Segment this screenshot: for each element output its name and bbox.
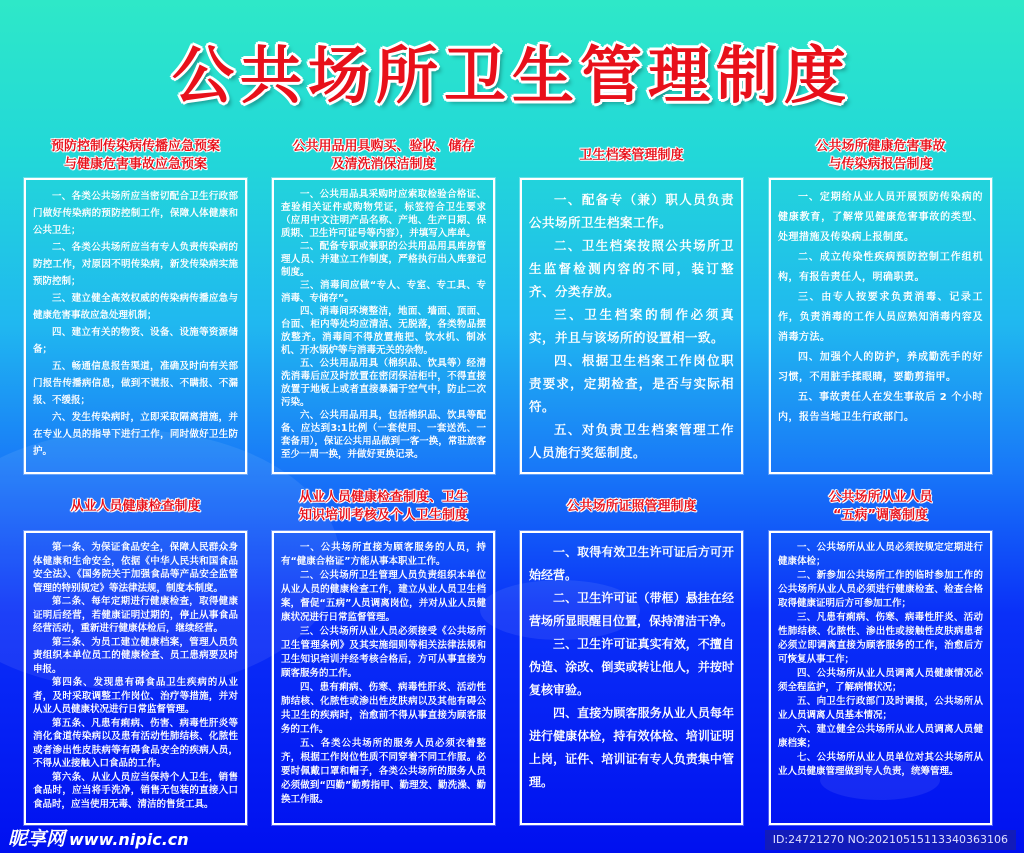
rule-paragraph: 第五条、凡患有痢病、伤害、病毒性肝炎等消化食道传染病以及患有活动性肺结核、化脓性或者渗出性皮肤病等有碍食品安全的疾病人员，不得从业接触入口食品的工作。 bbox=[33, 717, 238, 769]
panel-heading bbox=[758, 138, 1003, 174]
rule-paragraph: 五、各类公共场所的服务人员必须衣着整齐，根据工作岗位性质不同穿着不同工作服。必要时佩戴口罩和帽子，各类公共场所的服务人员必须做到“四勤”勤剪指甲、勤理发、勤洗澡、勤换工作服。 bbox=[281, 738, 486, 805]
rule-paragraph: 一、公共用品具采购时应索取检验合格证、查验相关证件或购物凭证，标签符合卫生要求（应用中文注明产品名称、产地、生产日期、保质期、卫生许可证号等内容），并填写入库单。 bbox=[281, 189, 486, 239]
panel-heading-line: 卫生档案管理制度 bbox=[579, 148, 684, 163]
rule-paragraph: 五、公共用品用具（棉织品、饮具等）经清洗消毒后应及时放置在密闭保洁柜中，不得直接放置于地板上或者直接暴漏于空气中，防止二次污染。 bbox=[281, 358, 486, 408]
rule-paragraph: 五、向卫生行政部门及时调报，公共场所从业人员调离人员基本情况； bbox=[778, 696, 983, 721]
rule-paragraph: 二、各类公共场所应当有专人负责传染病的防控工作，对原因不明传染病，新发传染病实施预防控制； bbox=[33, 242, 238, 287]
panel-heading-line: 预防控制传染病传播应急预案 bbox=[50, 139, 220, 154]
rule-paragraph: 六、发生传染病时，立即采取隔离措施，并在专业人员的指导下进行工作，同时做好卫生防护。 bbox=[33, 412, 238, 457]
rule-paragraph: 四、直接为顾客服务从业人员每年进行健康体检，持有效体检、培训证明上岗，证件、培训证有专人负责集中管理。 bbox=[529, 706, 734, 789]
watermark-logo bbox=[8, 828, 189, 851]
panel-heading bbox=[261, 489, 506, 525]
panel-body bbox=[769, 531, 992, 825]
rule-paragraph: 三、由专人按要求负责消毒、记录工作，负责消毒的工作人员应熟知消毒内容及消毒方法。 bbox=[778, 292, 983, 343]
rule-paragraph: 五、事故责任人在发生事故后 2 个小时内，报告当地卫生行政部门。 bbox=[778, 392, 983, 423]
panel-body bbox=[272, 531, 495, 825]
rule-paragraph: 二、卫生许可证（带框）悬挂在经营场所显眼醒目位置，保持清洁干净。 bbox=[529, 591, 734, 628]
page-title: 公共场所卫生管理制度 bbox=[171, 39, 852, 112]
rule-paragraph: 二、公共场所卫生管理人员负责组织本单位从业人员的健康检查工作，建立从业人员卫生档案，督促“五病”人员调离岗位，并对从业人员健康状况进行日常监督管理。 bbox=[281, 570, 486, 623]
rule-paragraph: 一、定期给从业人员开展预防传染病的健康教育，了解常见健康危害事故的类型、处理措施及传染病上报制度。 bbox=[778, 192, 983, 243]
rule-paragraph: 六、公共用品用具，包括棉织品、饮具等配备、应达到3:1比例（一套使用、一套送洗、一套备用），保证公共用品做到一客一换，常驻旅客至少一周一换，并做好更换记录。 bbox=[281, 410, 486, 460]
panel-heading bbox=[13, 498, 258, 516]
panel-body bbox=[24, 178, 247, 474]
rule-paragraph: 二、成立传染性疾病预防控制工作组机构，有报告责任人，明确职责。 bbox=[778, 252, 983, 283]
panel-body bbox=[24, 531, 247, 825]
panel-body bbox=[769, 178, 992, 474]
panel-heading-line: 公共场所证照管理制度 bbox=[566, 499, 697, 514]
rule-paragraph: 四、加强个人的防护，养成勤洗手的好习惯，不用脏手揉眼睛，要勤剪指甲。 bbox=[778, 352, 983, 383]
rule-paragraph: 第二条、每年定期进行健康检查，取得健康证明后经营，若健康证明过期的，停止从事食品经营活动，重新进行健康体检后，继续经营。 bbox=[33, 596, 238, 634]
rule-paragraph: 五、对负责卫生档案管理工作人员施行奖惩制度。 bbox=[529, 422, 734, 460]
panel-heading-line: 从业人员健康检查制度 bbox=[70, 499, 201, 514]
rule-paragraph: 一、取得有效卫生许可证后方可开始经营。 bbox=[529, 545, 734, 582]
panel-heading bbox=[13, 138, 258, 174]
panel-heading-line: 从业人员健康检查制度、卫生 bbox=[298, 490, 468, 505]
rule-paragraph: 七、公共场所从业人员单位对其公共场所从业人员健康管理做到专人负责，统筹管理。 bbox=[778, 752, 983, 777]
rule-paragraph: 三、消毒间应做“专人、专室、专工具、专消毒、专储存”。 bbox=[281, 280, 486, 304]
panel-body bbox=[272, 178, 495, 474]
panel-heading-line: 公共场所从业人员 bbox=[828, 490, 933, 505]
logo-url: www.nipic.cn bbox=[69, 830, 189, 849]
rule-paragraph: 三、凡患有痢病、伤寒、病毒性肝炎、活动性肺结核、化脓性、渗出性或接触性皮肤病患者必须立即调离直接为顾客服务的工作，治愈后方可恢复从事工作； bbox=[778, 612, 983, 665]
rule-paragraph: 第三条、为员工建立健康档案，管理人员负责组织本单位员工的健康检查、员工患病要及时申报。 bbox=[33, 636, 238, 675]
rule-paragraph: 五、畅通信息报告渠道，准确及时向有关部门报告传播病信息，做到不谎报、不瞒报、不漏报、不缓报； bbox=[33, 361, 238, 406]
rule-paragraph: 二、卫生档案按照公共场所卫生监督检测内容的不同，装订整齐、分类存放。 bbox=[529, 238, 734, 299]
panel-heading-line: 与健康危害事故应急预案 bbox=[63, 157, 207, 172]
rule-paragraph: 二、配备专职或兼职的公共用品用具库房管理人员、并建立工作制度，严格执行出入库登记制度。 bbox=[281, 241, 486, 278]
panel-heading-line: 与传染病报告制度 bbox=[828, 157, 933, 172]
panel-heading-line: 公共用品用具购买、验收、储存 bbox=[292, 139, 475, 154]
panel-body bbox=[520, 178, 743, 474]
rule-paragraph: 四、患有痢病、伤寒、病毒性肝炎、活动性肺结核、化脓性或渗出性皮肤病以及其他有碍公共卫生的疾病时，治愈前不得从事直接为顾客服务的工作。 bbox=[281, 682, 486, 735]
rule-paragraph: 一、配备专（兼）职人员负责公共场所卫生档案工作。 bbox=[529, 192, 734, 230]
image-id-label: ID:24721270 NO:20210515113340363106 bbox=[765, 830, 1016, 850]
rule-paragraph: 六、建立健全公共场所从业人员调离人员健康档案； bbox=[778, 724, 983, 749]
panel-heading bbox=[758, 489, 1003, 525]
panel-heading-line: 公共场所健康危害事故 bbox=[815, 139, 946, 154]
rule-paragraph: 四、建立有关的物资、设备、设施等资源储备； bbox=[33, 327, 238, 355]
rule-paragraph: 四、消毒间环境整洁，地面、墙面、顶面、台面、柜内等处均应清洁、无脱落，各类物品摆放整齐。消毒间不得放置拖把、饮水机、制冰机、开水锅炉等与消毒无关的杂物。 bbox=[281, 306, 486, 356]
panel-heading bbox=[261, 138, 506, 174]
rule-paragraph: 三、公共场所从业人员必须接受《公共场所卫生管理条例》及其实施细则等相关法律法规和卫生知识培训并经考核合格后，方可从事直接为顾客服务的工作。 bbox=[281, 626, 486, 679]
rule-paragraph: 一、公共场所从业人员必须按规定定期进行健康体检； bbox=[778, 542, 983, 567]
rule-paragraph: 三、卫生档案的制作必须真实，并且与该场所的设置相一致。 bbox=[529, 307, 734, 345]
rule-paragraph: 二、新参加公共场所工作的临时参加工作的公共场所从业人员必须进行健康检查、检查合格取得健康证明后方可参加工作； bbox=[778, 570, 983, 609]
rule-paragraph: 一、各类公共场所应当密切配合卫生行政部门做好传染病的预防控制工作，保障人体健康和公共卫生； bbox=[33, 191, 238, 236]
panel-body bbox=[520, 531, 743, 825]
logo-text: 昵享网 bbox=[8, 828, 66, 850]
panel-heading-line: “五病”调离制度 bbox=[832, 508, 929, 523]
rule-paragraph: 第六条、从业人员应当保持个人卫生，销售食品时，应当将手洗净，销售无包装的直接入口食品时，应当使用无毒、清洁的售货工具。 bbox=[33, 771, 238, 810]
panel-heading bbox=[509, 147, 754, 165]
rule-paragraph: 第一条、为保证食品安全，保障人民群众身体健康和生命安全，依据《中华人民共和国食品安全法》、《国务院关于加强食品等产品安全监管管理的特别规定》等法律法规，制度本制度。 bbox=[33, 542, 238, 594]
rule-paragraph: 一、公共场所直接为顾客服务的人员，持有“健康合格证”方能从事本职业工作。 bbox=[281, 542, 486, 567]
panel-heading-line: 知识培训考核及个人卫生制度 bbox=[298, 508, 468, 523]
rule-paragraph: 四、根据卫生档案工作岗位职责要求，定期检查，是否与实际相符。 bbox=[529, 353, 734, 414]
rule-paragraph: 四、公共场所从业人员调离人员健康情况必须全程监护，了解病情状况； bbox=[778, 668, 983, 693]
panel-heading bbox=[509, 498, 754, 516]
rule-paragraph: 第四条、发现患有碍食品卫生疾病的从业者，及时采取调整工作岗位、治疗等措施，并对从业人员健康状况进行日常监督管理。 bbox=[33, 677, 238, 715]
rule-paragraph: 三、建立健全高效权威的传染病传播应急与健康危害事故应急处理机制； bbox=[33, 293, 238, 321]
panel-heading-line: 及清洗消保洁制度 bbox=[331, 157, 436, 172]
rule-paragraph: 三、卫生许可证真实有效，不擅自伪造、涂改、倒卖或转让他人，并按时复核审验。 bbox=[529, 637, 734, 697]
